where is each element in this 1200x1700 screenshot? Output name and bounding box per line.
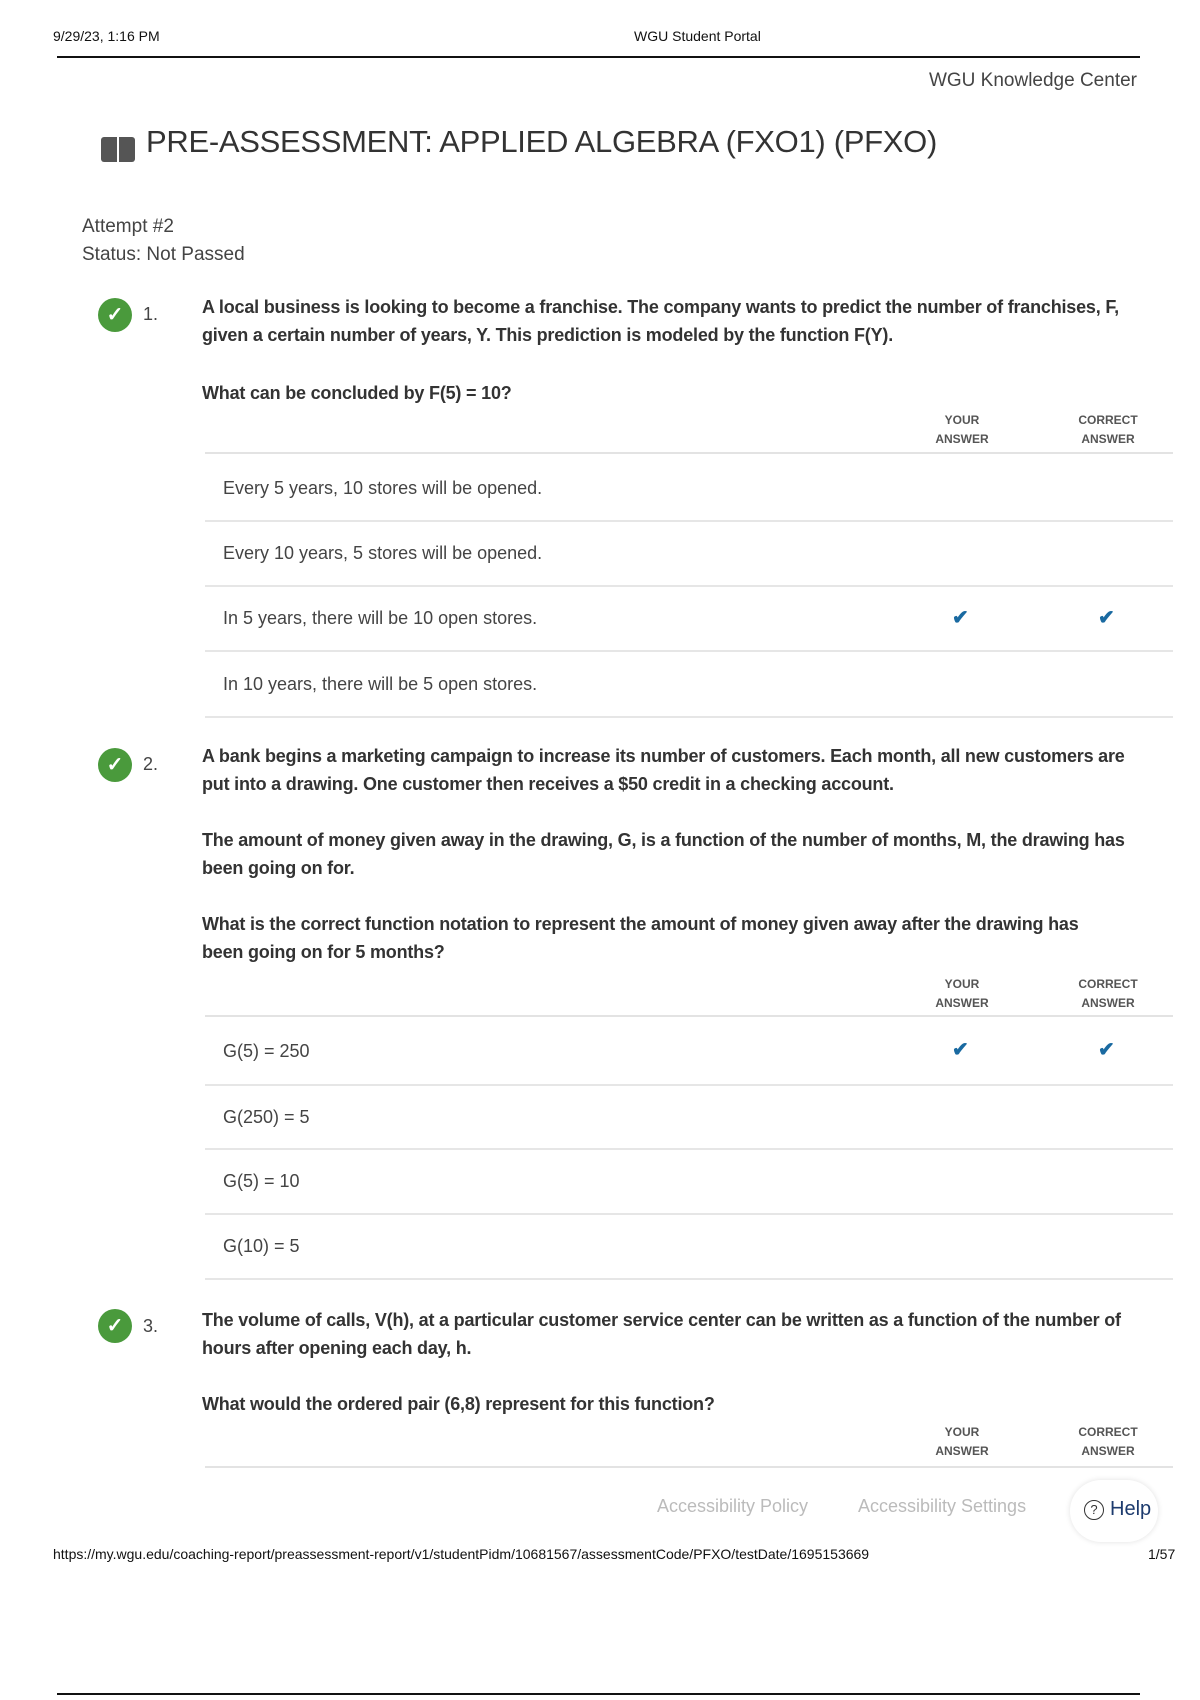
help-icon: ?	[1084, 1500, 1104, 1520]
your-answer-header	[912, 975, 1012, 1013]
label: ANSWER	[1081, 432, 1135, 446]
label: CORRECT	[1078, 413, 1138, 427]
option-text: G(5) = 250	[223, 1041, 310, 1061]
label: YOUR	[944, 1425, 980, 1439]
question-line: The amount of money given away in the drawing, G, is a function of the number of months, M, the drawing has	[202, 830, 1125, 850]
page-title: PRE-ASSESSMENT: APPLIED ALGEBRA (FXO1) (PFXO)	[146, 124, 938, 159]
question-prompt: What can be concluded by F(5) = 10?	[202, 383, 512, 403]
answer-option	[205, 1215, 1173, 1280]
option-text: G(250) = 5	[223, 1107, 310, 1127]
correct-answer-header	[1058, 975, 1158, 1013]
label: ANSWER	[935, 996, 989, 1010]
option-text: G(5) = 10	[223, 1171, 300, 1191]
your-answer-header	[912, 1423, 1012, 1461]
question-line: given a certain number of years, Y. This prediction is modeled by the function F(Y).	[202, 325, 894, 345]
attempt-number: Attempt #2	[82, 216, 174, 237]
table-divider	[205, 1466, 1173, 1468]
label: ANSWER	[1081, 1444, 1135, 1458]
label: ANSWER	[935, 432, 989, 446]
answer-option	[205, 1017, 1173, 1086]
help-button[interactable]	[1070, 1480, 1158, 1542]
correct-check-icon: ✓	[98, 298, 132, 332]
question-line: hours after opening each day, h.	[202, 1338, 472, 1358]
footer-divider	[57, 1693, 1140, 1695]
question-number: 3.	[143, 1316, 159, 1336]
label: CORRECT	[1078, 977, 1138, 991]
answer-option	[205, 454, 1173, 522]
answer-option	[205, 522, 1173, 587]
page-number: 1/57	[1148, 1546, 1176, 1562]
accessibility-settings-link[interactable]: Accessibility Settings	[858, 1496, 1027, 1516]
your-answer-check-icon: ✔	[952, 607, 969, 629]
question-prompt: been going on for 5 months?	[202, 942, 445, 962]
question-text	[202, 742, 1192, 966]
knowledge-center-link[interactable]: WGU Knowledge Center	[928, 70, 1137, 91]
help-label: Help	[1110, 1498, 1152, 1520]
accessibility-policy-link[interactable]: Accessibility Policy	[657, 1496, 809, 1516]
option-text: In 10 years, there will be 5 open stores.	[223, 674, 538, 694]
question-line: A bank begins a marketing campaign to increase its number of customers. Each month, all new customers are	[202, 746, 1125, 766]
question-line: A local business is looking to become a franchise. The company wants to predict the number of franchises, F,	[202, 297, 1119, 317]
correct-answer-header	[1058, 411, 1158, 449]
question-prompt: What is the correct function notation to represent the amount of money given away after the drawing has	[202, 914, 1079, 934]
correct-check-icon: ✓	[98, 1309, 132, 1343]
correct-answer-check-icon: ✔	[1098, 607, 1115, 629]
label: CORRECT	[1078, 1425, 1138, 1439]
label: ANSWER	[935, 1444, 989, 1458]
option-text: G(10) = 5	[223, 1236, 300, 1256]
answer-option	[205, 1150, 1173, 1215]
option-text: Every 5 years, 10 stores will be opened.	[223, 478, 543, 498]
print-url: https://my.wgu.edu/coaching-report/preassessment-report/v1/studentPidm/10681567/assessmentCode/PFXO/testDate/1695153669	[53, 1546, 870, 1562]
label: YOUR	[944, 413, 980, 427]
correct-check-icon: ✓	[98, 748, 132, 782]
correct-answer-check-icon: ✔	[1098, 1039, 1115, 1061]
book-icon	[101, 137, 135, 162]
answer-option	[205, 1086, 1173, 1150]
question-line: The volume of calls, V(h), at a particular customer service center can be written as a function of the number of	[202, 1310, 1121, 1330]
your-answer-header	[912, 411, 1012, 449]
question-number: 1.	[143, 304, 159, 324]
your-answer-check-icon: ✔	[952, 1039, 969, 1061]
question-prompt: What would the ordered pair (6,8) represent for this function?	[202, 1394, 715, 1414]
question-line: put into a drawing. One customer then receives a $50 credit in a checking account.	[202, 774, 894, 794]
question-text	[202, 1306, 1192, 1362]
label: YOUR	[944, 977, 980, 991]
option-text: Every 10 years, 5 stores will be opened.	[223, 543, 543, 563]
question-text	[202, 293, 1182, 349]
answer-option	[205, 652, 1173, 718]
answer-option	[205, 587, 1173, 652]
question-line: been going on for.	[202, 858, 355, 878]
print-title: WGU Student Portal	[634, 28, 761, 44]
question-number: 2.	[143, 754, 159, 774]
label: ANSWER	[1081, 996, 1135, 1010]
header-divider	[57, 56, 1140, 58]
option-text: In 5 years, there will be 10 open stores.	[223, 608, 538, 628]
status-text: Status: Not Passed	[82, 244, 245, 265]
print-datetime: 9/29/23, 1:16 PM	[53, 28, 160, 44]
correct-answer-header	[1058, 1423, 1158, 1461]
